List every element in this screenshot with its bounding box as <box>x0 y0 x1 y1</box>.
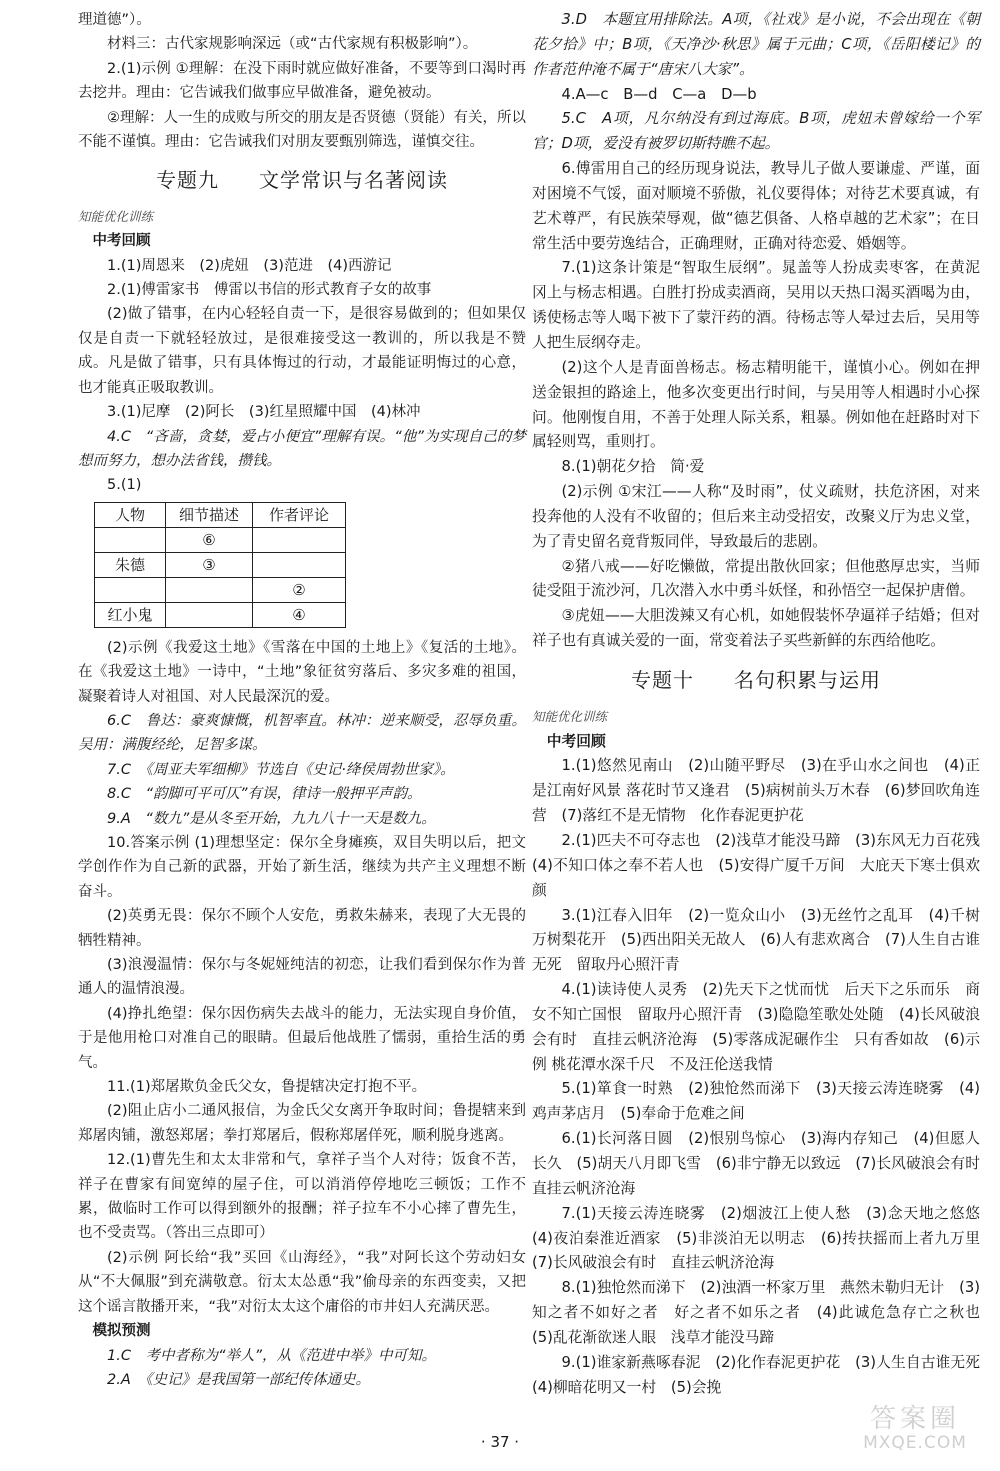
table-row <box>95 602 346 627</box>
table-cell: ⑥ <box>166 527 253 552</box>
table-cell <box>166 602 253 627</box>
answer-paragraph: (3)浪漫温情：保尔与冬妮娅纯洁的初恋，让我们看到保尔作为普通人的温情浪漫。 <box>78 957 526 998</box>
answer-paragraph: 2.(1)匹夫不可夺志也 (2)浅草才能没马蹄 (3)东风无力百花残 (4)不知口体之奉不若人也 (5)安得广厦千万间 大庇天下寒士俱欢颜 <box>532 832 995 899</box>
answer-paragraph: ②理解：人一生的成败与所交的朋友是否贤德（贤能）有关，所以不能不谨慎。理由：它告诫我们对朋友要甄别筛选，谨慎交往。 <box>78 109 526 151</box>
answer-paragraph: ②猪八戒——好吃懒做，常提出散伙回家；但他憨厚忠实，当师徒受阻于流沙河，几次潜入水中勇斗妖怪，和孙悟空一起保护唐僧。 <box>532 557 980 600</box>
answer-paragraph: (2)做了错事，在内心轻轻自责一下，是很容易做到的；但如果仅仅是自责一下就轻轻放过，是很难接受这一教训的，所以我是不赞成。凡是做了错事，只有具体悔过的行动，才最能证明悔过的心意，也才能真正吸取教训。 <box>78 306 526 396</box>
answer-paragraph: 3.(1)江春入旧年 (2)一览众山小 (3)无丝竹之乱耳 (4)千树万树梨花开 (5)西出阳关无故人 (6)人有悲欢离合 (7)人生自古谁无死 留取丹心照汗青 <box>532 906 980 974</box>
section-nine-heading <box>78 168 526 192</box>
right-column <box>532 8 995 1400</box>
mock-subheading: 模拟预测 <box>92 1323 151 1340</box>
table-cell <box>166 577 253 602</box>
answer-paragraph: 2.A 《史记》是我国第一部纪传体通史。 <box>107 1371 371 1388</box>
answer-paragraph: 1.(1)周恩来 (2)虎妞 (3)范进 (4)西游记 <box>107 257 392 274</box>
review-subheading: 中考回顾 <box>546 732 606 750</box>
table-row <box>95 577 346 602</box>
left-column <box>78 8 526 1392</box>
answer-paragraph: (2)英勇无畏：保尔不顾个人安危，勇救朱赫来，表现了大无畏的牺牲精神。 <box>78 908 526 949</box>
answer-paragraph: (2)示例 阿长给“我”买回《山海经》，“我”对阿长这个劳动妇女从“不大佩服”到充满敬意。衍太太怂恿“我”偷母亲的东西变卖，又把这个谣言散播开来，“我”对衍太太这个庸俗的市井妇人充满厌恶。 <box>78 1249 526 1315</box>
answer-paragraph: 9.(1)谁家新燕啄春泥 (2)化作春泥更护花 (3)人生自古谁无死 (4)柳暗花明又一村 (5)会挽 <box>532 1353 995 1396</box>
answer-paragraph: ③虎妞——大胆泼辣又有心机，如她假装怀孕逼祥子结婚；但对祥子也有真诚关爱的一面，常变着法子买些新鲜的东西给他吃。 <box>532 607 980 650</box>
table-cell: 朱德 <box>95 552 166 577</box>
watermark-logo <box>850 1404 980 1465</box>
character-table <box>94 502 346 628</box>
answer-paragraph: 8.(1)朝花夕拾 简·爱 <box>561 458 705 476</box>
answer-paragraph: (2)示例《我爱这土地》《雪落在中国的土地上》《复活的土地》。在《我爱这土地》一诗中，“土地”象征贫穷落后、多灾多难的祖国，凝聚着诗人对祖国、对人民最深沉的爱。 <box>78 639 526 705</box>
page-number: · 37 · <box>480 1433 520 1451</box>
answer-paragraph: 1.(1)悠然见南山 (2)山随平野尽 (3)在乎山水之间也 (4)正是江南好风景 落花时节又逢君 (5)病树前头万木春 (6)梦回吹角连营 (7)落红不是无情物 化作春泥更护花 <box>532 757 980 825</box>
answer-paragraph: 3.(1)尼摩 (2)阿长 (3)红星照耀中国 (4)林冲 <box>107 404 421 421</box>
right-answers-top <box>532 8 980 654</box>
table-header-cell: 人物 <box>95 502 166 527</box>
answer-paragraph: 6.傅雷用自己的经历现身说法，教导儿子做人要谦虚、严谨，面对困境不气馁，面对顺境不骄傲，礼仪要得体；对待艺术要真诚，有艺术尊严，有民族荣辱观，做“德艺俱备、人格卓越的艺术家”；在日常生活中要劳逸结合，正确理财，正确对待恋爱、婚姻等。 <box>532 160 980 252</box>
section-number: 专题九 <box>156 168 219 193</box>
table-cell: ② <box>253 577 346 602</box>
answer-paragraph: 1.C 考中者称为“举人”，从《范进中举》中可知。 <box>107 1347 436 1364</box>
answer-paragraph: 3.D 本题宜用排除法。A项，《社戏》是小说，不会出现在《朝花夕拾》中；B项，《天净沙·秋思》属于元曲；C项，《岳阳楼记》的作者范仲淹不属于“唐宋八大家”。 <box>532 11 980 78</box>
left-answers-mock <box>78 1344 526 1393</box>
answer-paragraph: (4)挣扎绝望：保尔因伤病失去战斗的能力，无法实现自身价值，于是他用枪口对准自己的眼睛。但最后他战胜了懦弱，重拾生活的勇气。 <box>78 1005 526 1071</box>
table-cell: ④ <box>253 602 346 627</box>
table-header-cell: 作者评论 <box>253 502 346 527</box>
table-cell <box>253 527 346 552</box>
review-subheading: 中考回顾 <box>92 233 151 250</box>
watermark-url: MXQE.COM <box>863 1433 967 1453</box>
answer-paragraph: 6.(1)长河落日圆 (2)恨别鸟惊心 (3)海内存知己 (4)但愿人长久 (5)胡天八月即飞雪 (6)非宁静无以致远 (7)长风破浪会有时 直挂云帆济沧海 <box>532 1130 995 1197</box>
answer-paragraph: 2.(1)示例 ①理解：在没下雨时就应做好准备，不要等到口渴时再去挖井。理由：它告诫我们做事应早做准备，避免被动。 <box>78 60 526 102</box>
left-answers-top <box>78 8 526 154</box>
table-row <box>95 552 346 577</box>
practice-label: 知能优化训练 <box>78 208 154 224</box>
answer-paragraph: 8.C “韵脚可平可仄”有误，律诗一般押平声韵。 <box>107 786 422 803</box>
practice-label: 知能优化训练 <box>532 708 608 724</box>
answer-paragraph: 5.(1)箪食一时熟 (2)独怆然而涕下 (3)天接云涛连晓雾 (4)鸡声茅店月 (5)奉命于危难之间 <box>532 1080 980 1123</box>
answer-paragraph: (2)阻止店小二通风报信，为金氏父女离开争取时间；鲁提辖来到郑屠肉铺，激怒郑屠；拳打郑屠后，假称郑屠佯死，顺利脱身逃离。 <box>78 1103 526 1144</box>
answer-paragraph: 材料三：古代家规影响深远（或“古代家规有积极影响”）。 <box>107 36 478 53</box>
table-cell: 红小鬼 <box>95 602 166 627</box>
table-cell: ③ <box>166 552 253 577</box>
answer-paragraph: 9.A “数九”是从冬至开始，九九八十一天是数九。 <box>107 810 436 827</box>
answer-paragraph: 12.(1)曹先生和太太非常和气，拿祥子当个人对待；饭食不苦，祥子在曹家有间宽绰的屋子住，可以消消停停地吃三顿饭；工作不累，做临时工作可以得到额外的报酬；祥子拉车不小心摔了曹先生，也不受责骂。（答出三点即可） <box>78 1152 526 1242</box>
answer-paragraph: (2)示例 ①宋江——人称“及时雨”，仗义疏财，扶危济困，对来投奔他的人没有不收留的；但后来主动受招安，改聚义厅为忠义堂，为了青史留名竟背叛同伴，导致最后的悲剧。 <box>532 483 980 550</box>
answer-paragraph: 理道德”）。 <box>78 12 151 28</box>
answer-paragraph: 8.(1)独怆然而涕下 (2)浊酒一杯家万里 燕然未勒归无计 (3)知之者不如好之者 好之者不如乐之者 (4)此诚危急存亡之秋也 (5)乱花渐欲迷人眼 浅草才能没马蹄 <box>532 1279 995 1346</box>
table-header-cell: 细节描述 <box>166 502 253 527</box>
left-answers-review <box>78 254 526 498</box>
table-cell <box>95 527 166 552</box>
answer-paragraph: 4.(1)读诗使人灵秀 (2)先天下之忧而忧 后天下之乐而乐 商女不知亡国恨 留取丹心照汗青 (3)隐隐笙歌处处随 (4)长风破浪会有时 直挂云帆济沧海 (5)零落成泥碾作尘 只有香如故 (6)示例 桃花潭水深千尺 不及汪伦送我情 <box>532 981 980 1073</box>
answer-paragraph: 5.(1) <box>107 477 142 494</box>
answer-paragraph: 7.(1)天接云涛连晓雾 (2)烟波江上使人愁 (3)念天地之悠悠 (4)夜泊秦淮近酒家 (5)非淡泊无以明志 (6)抟扶摇而上者九万里 (7)长风破浪会有时 直挂云帆济沧海 <box>532 1204 995 1272</box>
section-number: 专题十 <box>631 667 694 692</box>
table-row <box>95 527 346 552</box>
answer-paragraph: 4.C “吝啬，贪婪，爱占小便宜”理解有误。“他”为实现自己的梦想而努力，想办法省钱，攒钱。 <box>78 428 526 469</box>
answer-paragraph: 7.C 《周亚夫军细柳》节选自《史记·绛侯周勃世家》。 <box>107 761 455 778</box>
watermark-text: 答案圈 <box>869 1404 960 1434</box>
table-header-row <box>95 502 346 527</box>
answer-paragraph: 10.答案示例 (1)理想坚定：保尔全身瘫痪，双目失明以后，把文学创作作为自己新的武器，开始了新生活，继续为共产主义理想不断奋斗。 <box>78 834 526 900</box>
section-ten-heading <box>532 668 980 693</box>
left-answers-continued <box>78 636 526 1319</box>
right-answers-review <box>532 754 995 1400</box>
table-cell <box>253 552 346 577</box>
section-title: 名句积累与运用 <box>734 667 881 692</box>
answer-paragraph: 4.A—c B—d C—a D—b <box>561 85 757 103</box>
table-cell <box>95 577 166 602</box>
answer-paragraph: 11.(1)郑屠欺负金氏父女，鲁提辖决定打抱不平。 <box>107 1079 427 1096</box>
answer-paragraph: (2)这个人是青面兽杨志。杨志精明能干，谨慎小心。例如在押送金银担的路途上，他多次变更出行时间，与吴用等人相遇时小心探问。他刚愎自用，不善于处理人际关系，粗暴。例如他在赶路时对下属轻则骂，重则打。 <box>532 358 980 451</box>
section-title: 文学常识与名著阅读 <box>259 168 448 193</box>
answer-paragraph: 5.C A项，凡尔纳没有到过海底。B项，虎妞未曾嫁给一个军官；D项，爱没有被罗切斯特瞧不起。 <box>532 110 980 153</box>
answer-paragraph: 2.(1)傅雷家书 傅雷以书信的形式教育子女的故事 <box>107 282 432 299</box>
answer-paragraph: 7.(1)这条计策是“智取生辰纲”。晁盖等人扮成卖枣客，在黄泥冈上与杨志相遇。白胜打扮成卖酒商，吴用以天热口渴买酒喝为由，诱使杨志等人喝下被下了蒙汗药的酒。待杨志等人晕过去后，吴用等人把生辰纲夺走。 <box>532 259 980 351</box>
answer-paragraph: 6.C 鲁达：豪爽慷慨，机智率直。林冲：逆来顺受，忍辱负重。吴用：满腹经纶，足智多谋。 <box>78 712 526 754</box>
